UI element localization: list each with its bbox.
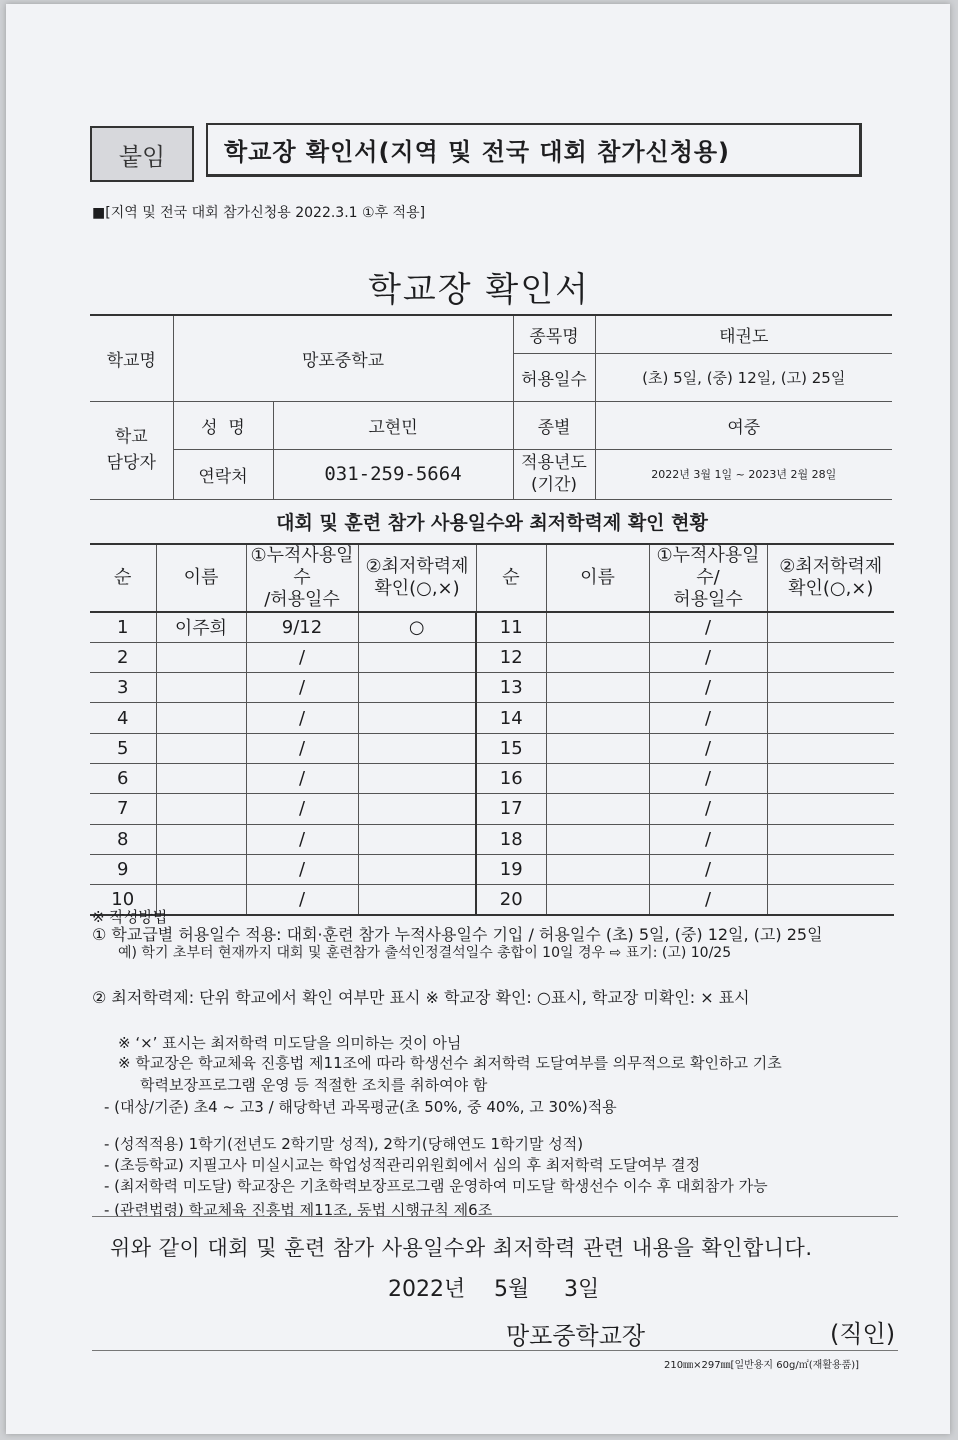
cell-r-check	[767, 794, 894, 824]
cell-l-name	[156, 885, 246, 915]
cell-r-days: /	[649, 824, 767, 854]
cell-l-check	[358, 885, 476, 915]
contact-label: 연락처	[173, 449, 273, 499]
cell-l-no: 1	[90, 612, 156, 642]
cell-r-check	[767, 673, 894, 703]
cell-l-check	[358, 703, 476, 733]
cell-r-check	[767, 703, 894, 733]
date-day: 3일	[564, 1277, 600, 1302]
cell-l-name: 이주희	[156, 612, 246, 642]
participation-table	[90, 543, 894, 916]
cell-r-no: 17	[476, 794, 546, 824]
cell-r-days: /	[649, 733, 767, 763]
cell-l-name	[156, 763, 246, 793]
col-no-2: 순	[476, 544, 546, 612]
cell-l-check	[358, 673, 476, 703]
guide-heading: ※ 작성방법	[92, 908, 168, 926]
table-row	[90, 612, 894, 642]
guide-item-1: ① 학교급별 허용일수 적용: 대회·훈련 참가 누적사용일수 기입 / 허용일수 (초) 5일, (중) 12일, (고) 25일	[92, 925, 823, 944]
sport-value: 태권도	[595, 315, 892, 353]
table-row	[90, 824, 894, 854]
cell-r-no: 15	[476, 733, 546, 763]
guide-note-1: ※ ‘×’ 표시는 최저학력 미도달을 의미하는 것이 아님	[118, 1034, 462, 1052]
cell-r-days: /	[649, 854, 767, 884]
cell-l-days: /	[246, 733, 358, 763]
school-label: 학교명	[90, 315, 173, 401]
cell-r-check	[767, 885, 894, 915]
cell-r-check	[767, 612, 894, 642]
cell-r-check	[767, 763, 894, 793]
cell-l-no: 8	[90, 824, 156, 854]
cell-l-no: 4	[90, 703, 156, 733]
cell-l-days: /	[246, 824, 358, 854]
manager-label: 학교 담당자	[90, 401, 173, 499]
cell-r-check	[767, 642, 894, 672]
cell-l-no: 5	[90, 733, 156, 763]
cell-r-name	[546, 703, 649, 733]
guide-item-2: ② 최저학력제: 단위 학교에서 확인 여부만 표시 ※ 학교장 확인: ○표시, 학교장 미확인: × 표시	[92, 988, 750, 1007]
cell-l-check	[358, 824, 476, 854]
col-check: ②최저학력제 확인(○,×)	[358, 544, 476, 612]
divider-line	[92, 1216, 898, 1217]
cell-l-check	[358, 794, 476, 824]
col-check-2: ②최저학력제 확인(○,×)	[767, 544, 894, 612]
table-row	[90, 854, 894, 884]
cell-l-check	[358, 733, 476, 763]
guide-bullet-3: - (초등학교) 지필고사 미실시교는 학업성적관리위원회에서 심의 후 최저학력 도달여부 결정	[104, 1156, 701, 1174]
sport-label: 종목명	[513, 315, 595, 353]
attachment-label: 붙임	[90, 126, 194, 182]
col-no: 순	[90, 544, 156, 612]
cell-r-name	[546, 673, 649, 703]
cell-l-no: 10	[90, 885, 156, 915]
cell-l-days: /	[246, 673, 358, 703]
cell-r-no: 16	[476, 763, 546, 793]
guide-bullet-2: - (성적적용) 1학기(전년도 2학기말 성적), 2학기(당해연도 1학기말 성적)	[104, 1135, 584, 1153]
cell-r-no: 14	[476, 703, 546, 733]
cell-l-check	[358, 642, 476, 672]
col-name: 이름	[156, 544, 246, 612]
cell-r-name	[546, 763, 649, 793]
cell-l-days: 9/12	[246, 612, 358, 642]
table-row	[90, 885, 894, 915]
form-title: 학교장 확인서(지역 및 전국 대회 참가신청용)	[206, 123, 862, 177]
cell-l-no: 6	[90, 763, 156, 793]
cell-r-name	[546, 733, 649, 763]
period-label: 적용년도 (기간)	[513, 449, 595, 499]
document-title: 학교장 확인서	[368, 270, 590, 310]
cell-r-no: 11	[476, 612, 546, 642]
cell-l-days: /	[246, 703, 358, 733]
table-row	[90, 733, 894, 763]
cell-r-days: /	[649, 763, 767, 793]
cell-r-check	[767, 854, 894, 884]
cell-r-name	[546, 794, 649, 824]
section-title: 대회 및 훈련 참가 사용일수와 최저학력제 확인 현황	[276, 512, 708, 534]
name-label: 성 명	[173, 401, 273, 449]
date-month: 5월	[494, 1277, 530, 1302]
cell-r-check	[767, 824, 894, 854]
col-days-2: ①누적사용일수/ 허용일수	[649, 544, 767, 612]
cell-l-no: 7	[90, 794, 156, 824]
cell-l-no: 9	[90, 854, 156, 884]
cell-r-no: 18	[476, 824, 546, 854]
cell-r-days: /	[649, 612, 767, 642]
cell-r-name	[546, 824, 649, 854]
cell-l-days: /	[246, 763, 358, 793]
cell-r-name	[546, 885, 649, 915]
cell-l-no: 2	[90, 642, 156, 672]
cell-l-check	[358, 854, 476, 884]
cell-r-days: /	[649, 642, 767, 672]
cell-l-no: 3	[90, 673, 156, 703]
type-label: 종별	[513, 401, 595, 449]
guide-note-2b: 학력보장프로그램 운영 등 적절한 조치를 취하여야 함	[140, 1076, 488, 1094]
period-value: 2022년 3월 1일 ~ 2023년 2월 28일	[595, 449, 892, 499]
school-info-table	[90, 314, 892, 500]
guide-bullet-1: - (대상/기준) 초4 ~ 고3 / 해당학년 과목평균(초 50%, 중 40%, 고 30%)적용	[104, 1098, 617, 1116]
name-value: 고현민	[273, 401, 513, 449]
cell-r-days: /	[649, 703, 767, 733]
cell-l-check	[358, 763, 476, 793]
principal-name: 망포중학교장	[506, 1322, 646, 1350]
col-name-2: 이름	[546, 544, 649, 612]
cell-l-name	[156, 824, 246, 854]
allowed-days-value: (초) 5일, (중) 12일, (고) 25일	[595, 353, 892, 401]
guide-bullet-5: - (관련법령) 학교체육 진흥법 제11조, 동법 시행규칙 제6조	[104, 1201, 493, 1219]
cell-l-days: /	[246, 642, 358, 672]
guide-note-2: ※ 학교장은 학교체육 진흥법 제11조에 따라 학생선수 최저학력 도달여부를 의무적으로 확인하고 기초	[118, 1054, 782, 1072]
table-row	[90, 794, 894, 824]
cell-l-name	[156, 854, 246, 884]
application-note: ■[지역 및 전국 대회 참가신청용 2022.3.1 ①후 적용]	[92, 205, 426, 221]
cell-l-check: ○	[358, 612, 476, 642]
contact-value: 031-259-5664	[273, 449, 513, 499]
cell-r-no: 13	[476, 673, 546, 703]
cell-r-name	[546, 612, 649, 642]
cell-r-no: 19	[476, 854, 546, 884]
cell-l-name	[156, 733, 246, 763]
cell-r-no: 12	[476, 642, 546, 672]
cell-l-name	[156, 642, 246, 672]
cell-r-name	[546, 854, 649, 884]
cell-l-days: /	[246, 854, 358, 884]
allowed-days-label: 허용일수	[513, 353, 595, 401]
cell-l-days: /	[246, 794, 358, 824]
cell-r-days: /	[649, 673, 767, 703]
cell-r-days: /	[649, 885, 767, 915]
cell-r-days: /	[649, 794, 767, 824]
type-value: 여중	[595, 401, 892, 449]
cell-l-days: /	[246, 885, 358, 915]
cell-l-name	[156, 703, 246, 733]
footer-divider	[92, 1350, 898, 1351]
confirmation-statement: 위와 같이 대회 및 훈련 참가 사용일수와 최저학력 관련 내용을 확인합니다.	[110, 1236, 813, 1260]
cell-l-name	[156, 673, 246, 703]
cell-r-check	[767, 733, 894, 763]
cell-r-name	[546, 642, 649, 672]
cell-l-name	[156, 794, 246, 824]
date-year: 2022년	[388, 1277, 466, 1302]
school-value: 망포중학교	[173, 315, 513, 401]
table-row	[90, 703, 894, 733]
table-row	[90, 673, 894, 703]
guide-bullet-4: - (최저학력 미도달) 학교장은 기초학력보장프로그램 운영하여 미도달 학생선수 이수 후 대회참가 가능	[104, 1177, 768, 1195]
paper-spec: 210㎜×297㎜[일반용지 60g/㎡(재활용품)]	[664, 1360, 860, 1371]
col-days: ①누적사용일수 /허용일수	[246, 544, 358, 612]
table-row	[90, 642, 894, 672]
official-seal-mark: (직인)	[830, 1320, 896, 1348]
cell-r-no: 20	[476, 885, 546, 915]
guide-item-1-example: 예) 학기 초부터 현재까지 대회 및 훈련참가 출석인정결석일수 총합이 10일 경우 ⇨ 표기: (고) 10/25	[118, 945, 732, 961]
table-row	[90, 763, 894, 793]
